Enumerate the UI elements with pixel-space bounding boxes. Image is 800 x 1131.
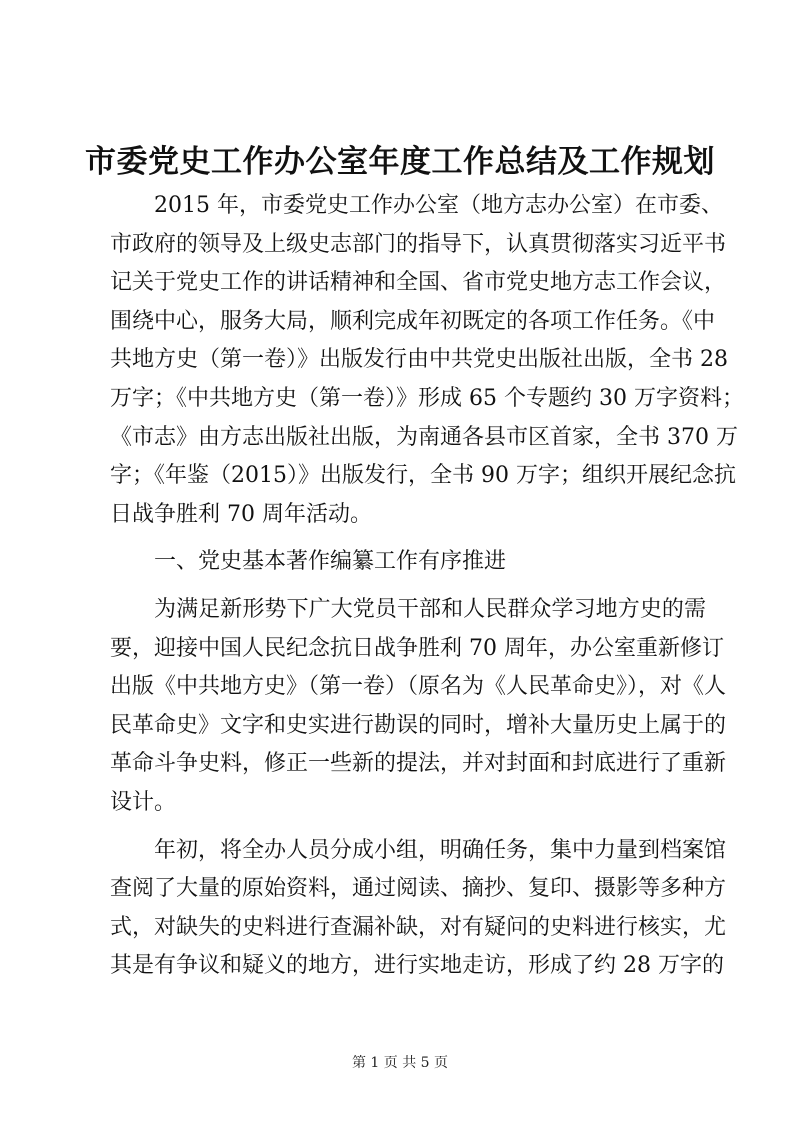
paragraph-line: 共地方史（第一卷）》出版发行由中共党史出版社出版，全书 28 [110, 347, 728, 373]
document-body [110, 187, 744, 986]
paragraph-line: 其是有争议和疑义的地方，进行实地走访，形成了约 28 万字的 [110, 953, 724, 979]
paragraph-line: 设计。 [110, 789, 177, 815]
paragraph-line: 查阅了大量的原始资料，通过阅读、摘抄、复印、摄影等多种方 [110, 876, 727, 902]
paragraph-revision [110, 591, 727, 823]
paragraph-line: 万字；《中共地方史（第一卷）》形成 65 个专题约 30 万字资料； [110, 385, 744, 411]
paragraph-line: 为满足新形势下广大党员干部和人民群众学习地方史的需 [154, 596, 706, 622]
paragraph-line: 式，对缺失的史料进行查漏补缺，对有疑问的史料进行核实，尤 [110, 914, 727, 940]
paragraph-line: 记关于党史工作的讲话精神和全国、省市党史地方志工作会议， [110, 270, 727, 296]
paragraph-line: 革命斗争史料，修正一些新的提法，并对封面和封底进行了重新 [110, 751, 727, 777]
paragraph-line: 2015 年，市委党史工作办公室（地方志办公室）在市委、 [154, 193, 723, 218]
paragraph-research [110, 832, 727, 986]
paragraph-line: 字；《年鉴（2015）》出版发行，全书 90 万字；组织开展纪念抗 [110, 463, 736, 489]
section-heading [110, 543, 706, 582]
paragraph-line: 日战争胜利 70 周年活动。 [110, 501, 372, 527]
paragraph-intro [110, 187, 744, 534]
document-title: 市委党史工作办公室年度工作总结及工作规划 [85, 144, 715, 180]
paragraph-line: 要，迎接中国人民纪念抗日战争胜利 70 周年，办公室重新修订 [110, 635, 724, 661]
paragraph-line: 围绕中心，服务大局，顺利完成年初既定的各项工作任务。《中 [110, 308, 716, 334]
page-footer: 第 1 页 共 5 页 [351, 1055, 449, 1071]
paragraph-line: 年初，将全办人员分成小组，明确任务，集中力量到档案馆 [154, 837, 727, 863]
paragraph-line: 市政府的领导及上级史志部门的指导下，认真贯彻落实习近平书 [110, 231, 727, 257]
section-heading-text: 一、党史基本著作编纂工作有序推进 [154, 549, 507, 575]
paragraph-line: 民革命史》文字和史实进行勘误的同时，增补大量历史上属于的 [110, 712, 727, 738]
paragraph-line: 《市志》由方志出版社出版，为南通各县市区首家，全书 370 万 [110, 424, 738, 450]
paragraph-line: 出版《中共地方史》（第一卷）（原名为《人民革命史》），对《人 [110, 674, 727, 700]
